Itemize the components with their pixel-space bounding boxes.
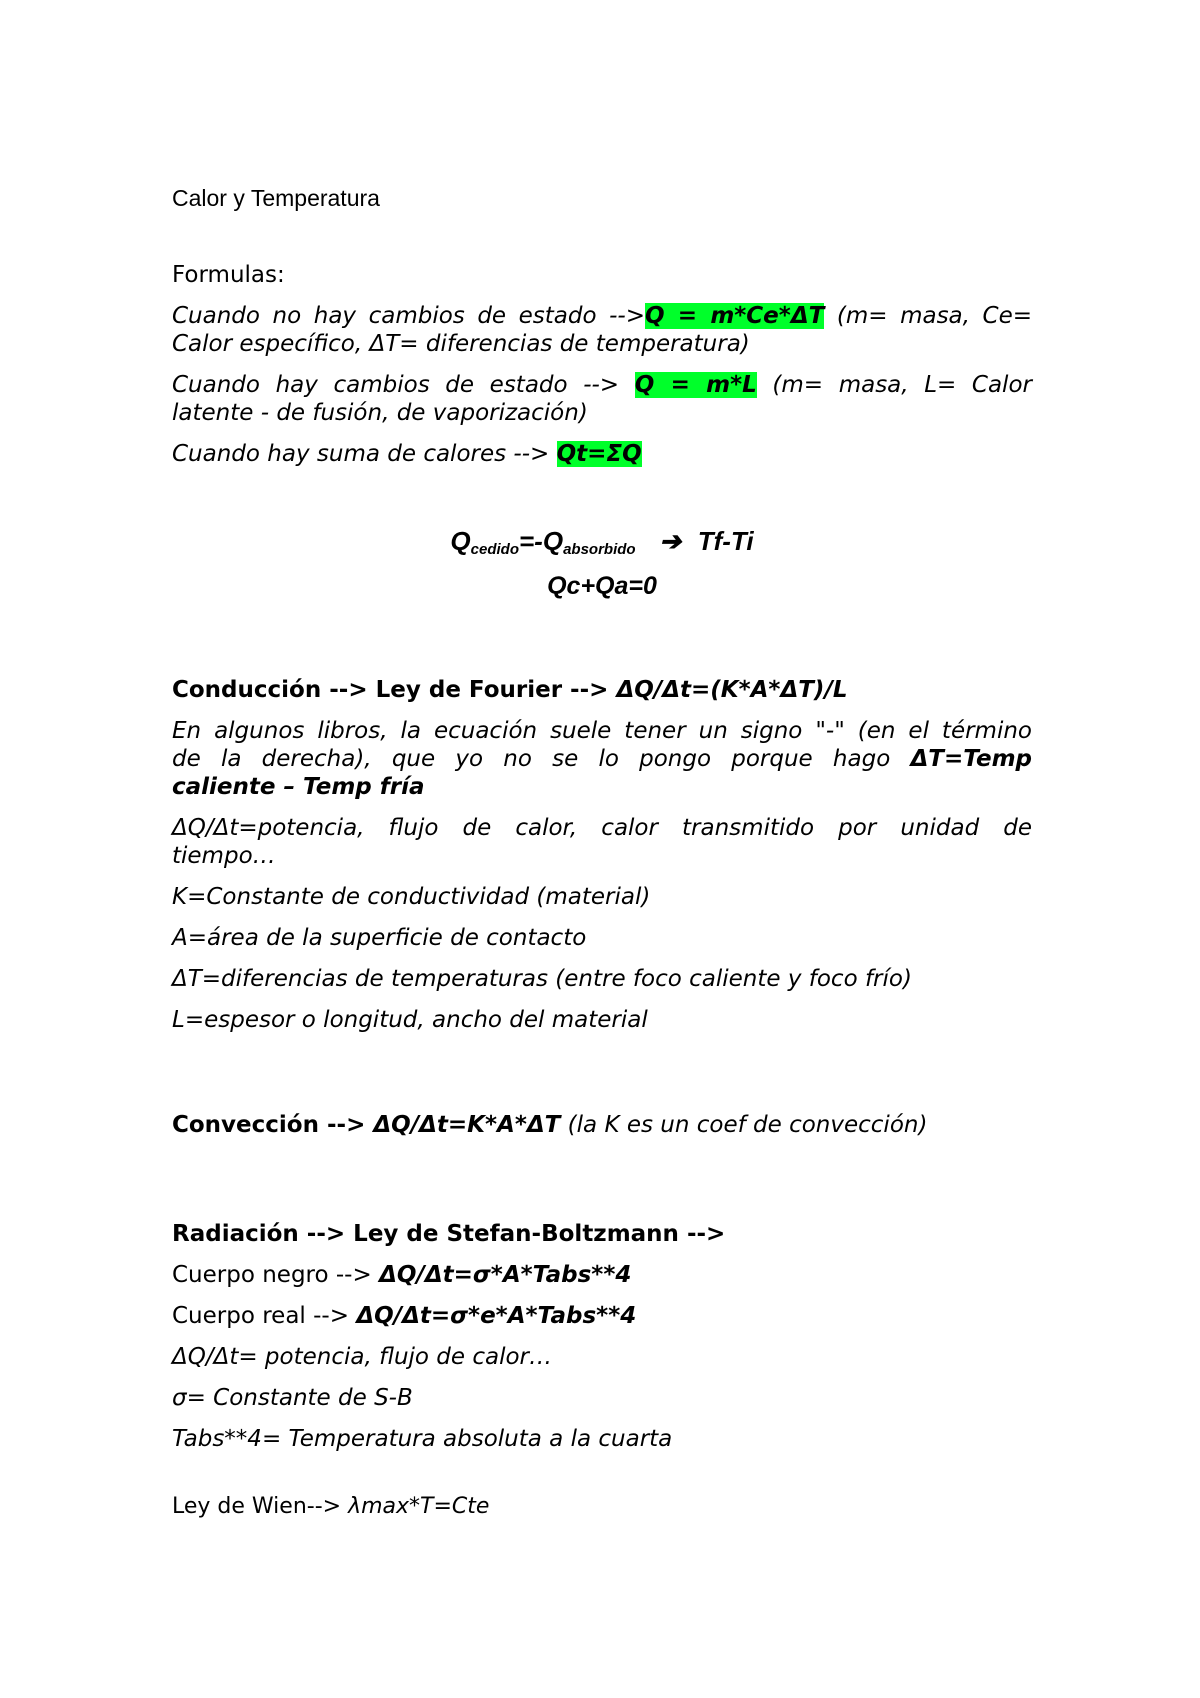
heat-balance-sum: Qc+Qa=0 (547, 572, 657, 600)
formulas-heading: Formulas: (172, 262, 285, 288)
conveccion-line: Convección --> ΔQ/Δt=K*A*ΔT (la K es un coef de convección) (172, 1112, 928, 1138)
conveccion-formula: ΔQ/Δt=K*A*ΔT (373, 1112, 561, 1138)
formula-2-highlight: Q = m*L (634, 372, 757, 398)
conduccion-def-5: L=espesor o longitud, ancho del material (172, 1007, 648, 1033)
formula-2-line-2: latente - de fusión, de vaporización) (172, 400, 588, 426)
wien-formula: λmax*T=Cte (348, 1494, 490, 1519)
fourier-formula: ΔQ/Δt=(K*A*ΔT)/L (616, 677, 848, 703)
formula-1-line-2: Calor específico, ΔT= diferencias de temperatura) (172, 331, 750, 357)
conduccion-def-4: ΔT=diferencias de temperaturas (entre foco caliente y foco frío) (172, 966, 912, 992)
conduccion-def-1-line-1: ΔQ/Δt=potencia, flujo de calor, calor transmitido por unidad de (172, 815, 1032, 841)
radiacion-def-3: Tabs**4= Temperatura absoluta a la cuarta (172, 1426, 673, 1452)
wien-line: Ley de Wien--> λmax*T=Cte (172, 1494, 490, 1519)
formula-3-highlight: Qt=ΣQ (556, 441, 642, 467)
conduccion-def-3: A=área de la superficie de contacto (172, 925, 587, 951)
cuerpo-real-formula: ΔQ/Δt=σ*e*A*Tabs**4 (356, 1303, 637, 1329)
conduccion-note-line-3: caliente – Temp fría (172, 774, 425, 800)
conduccion-note-line-1: En algunos libros, la ecuación suele tener un signo "-" (en el término (172, 718, 1032, 744)
conduccion-def-1-line-2: tiempo… (172, 843, 276, 869)
conduccion-def-2: K=Constante de conductividad (material) (172, 884, 651, 910)
conduccion-note-line-2: de la derecha), que yo no se lo pongo porque hago ΔT=Temp (172, 746, 1032, 772)
radiacion-def-1: ΔQ/Δt= potencia, flujo de calor… (172, 1344, 553, 1370)
formula-1-highlight: Q = m*Ce*ΔT (644, 303, 825, 329)
radiacion-heading: Radiación --> Ley de Stefan-Boltzmann --> (172, 1221, 726, 1247)
formula-2-line-1: Cuando hay cambios de estado --> Q = m*L (m= masa, L= Calor (172, 372, 1032, 398)
formula-3-line: Cuando hay suma de calores --> Qt=ΣQ (172, 441, 642, 467)
conduccion-heading: Conducción --> Ley de Fourier --> ΔQ/Δt=(K*A*ΔT)/L (172, 677, 848, 703)
document-title: Calor y Temperatura (172, 185, 380, 211)
right-arrow-icon: ➔ (659, 526, 682, 556)
heat-balance-equation: $Q_{cedido}=-Q_{absorbido}$ ➔ Tf-Ti (450, 526, 754, 558)
cuerpo-negro-formula: ΔQ/Δt=σ*A*Tabs**4 (379, 1262, 632, 1288)
cuerpo-negro-line: Cuerpo negro --> ΔQ/Δt=σ*A*Tabs**4 (172, 1262, 632, 1288)
cuerpo-real-line: Cuerpo real --> ΔQ/Δt=σ*e*A*Tabs**4 (172, 1303, 637, 1329)
formula-1-line-1: Cuando no hay cambios de estado -->Q = m*Ce*ΔT (m= masa, Ce= (172, 303, 1033, 329)
radiacion-def-2: σ= Constante de S-B (172, 1385, 413, 1411)
